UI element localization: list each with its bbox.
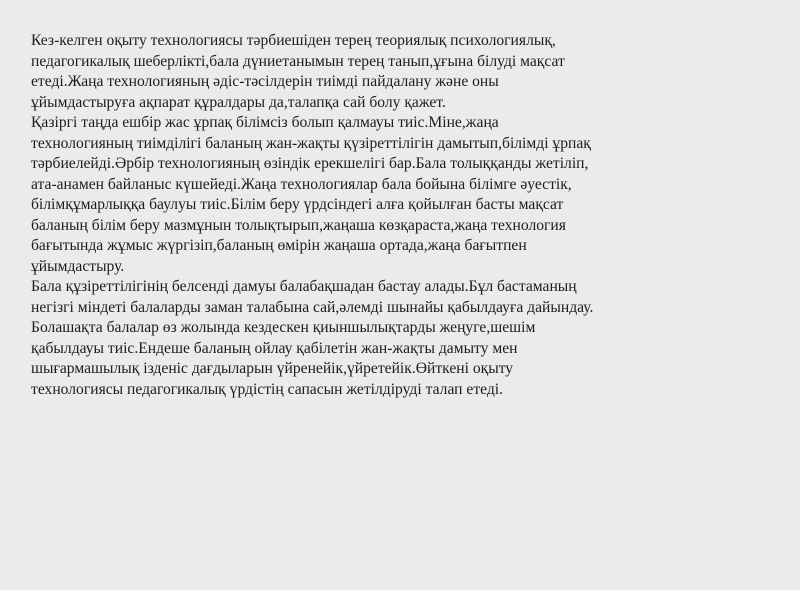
text-line: негізгі міндеті балаларды заман талабына сай,әлемді шынайы қабылдауға дайындау. — [31, 298, 594, 316]
text-line: педагогикалық шеберлікті,бала дүниетанымын терең танып,ұғына білуді мақсат — [31, 52, 565, 70]
text-line: технологиясы педагогикалық үрдістің сапасын жетілдіруді талап етеді. — [31, 380, 504, 398]
text-line: Кез-келген оқыту технологиясы тәрбиешіден терең теориялық психологиялық, — [31, 32, 556, 49]
text-line: шығармашылық ізденіс дағдыларын үйренейік,үйретейік.Өйткені оқыту — [31, 360, 514, 377]
text-line: технологияның тиімділігі баланың жан-жақты қүзіреттілігін дамытып,білімді ұрпақ — [31, 134, 591, 152]
text-line: бағытында жұмыс жүргізіп,баланың өмірін жаңаша ортада,жаңа бағытпен — [31, 237, 527, 254]
text-line: Қазіргі таңда ешбір жас ұрпақ білімсіз болып қалмауы тиіс.Міне,жаңа — [31, 114, 499, 131]
text-line: тәрбиелейді.Әрбір технологияның өзіндік ерекшелігі бар.Бала толыққанды жетіліп, — [31, 155, 589, 172]
text-line: ата-анамен байланыс күшейеді.Жаңа технологиялар бала бойына білімге әуестік, — [31, 175, 572, 193]
text-line: ұйымдастыру. — [31, 257, 125, 275]
text-line: Болашақта балалар өз жолында кездескен қиыншылықтарды жеңуге,шешім — [31, 319, 536, 336]
text-line: баланың білім беру мазмұнын толықтырып,жаңаша көзқараста,жаңа технология — [31, 216, 566, 234]
text-line: білімқұмарлыққа баулуы тиіс.Білім беру үрдсіндегі алға қойылған басты мақсат — [31, 196, 564, 213]
text-line: Бала құзіреттілігінің белсенді дамуы балабақшадан бастау алады.Бұл бастаманың — [31, 278, 577, 295]
body-text — [31, 31, 771, 400]
text-line: ұйымдастыруға ақпарат құралдары да,талапқа сай болу қажет. — [31, 93, 446, 111]
text-line: етеді.Жаңа технологияның әдіс-тәсілдерін тиімді пайдалану және оны — [31, 73, 499, 90]
text-line: қабылдауы тиіс.Ендеше баланың ойлау қабілетін жан-жақты дамыту мен — [31, 339, 518, 357]
